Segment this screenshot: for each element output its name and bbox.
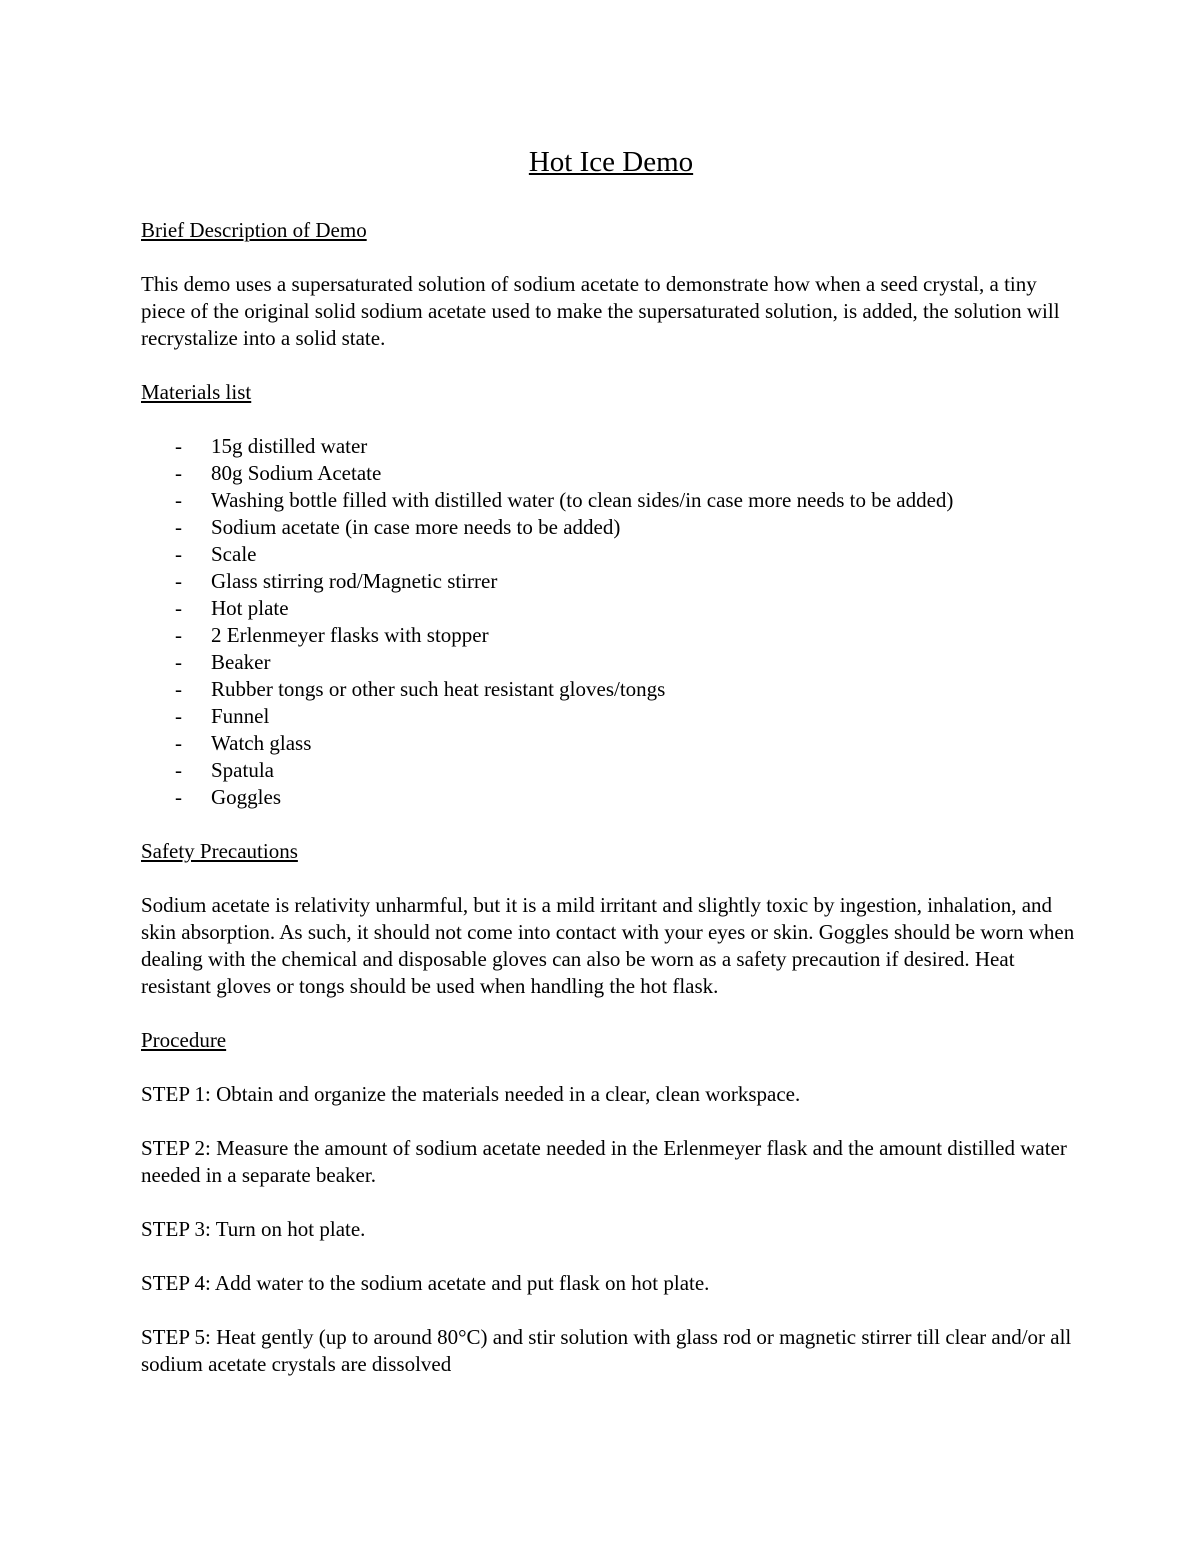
- list-item-text: Beaker: [211, 650, 271, 674]
- materials-list: [141, 433, 1081, 811]
- materials-heading: Materials list: [141, 380, 252, 404]
- list-item-text: Spatula: [211, 758, 274, 782]
- list-item-text: Rubber tongs or other such heat resistant gloves/tongs: [211, 677, 666, 701]
- procedure-step: STEP 3: Turn on hot plate.: [141, 1217, 366, 1241]
- list-item: [141, 541, 1081, 568]
- document-page: [141, 140, 1081, 1378]
- list-bullet: -: [175, 515, 182, 539]
- list-item: [141, 757, 1081, 784]
- list-item: [141, 703, 1081, 730]
- list-item: [141, 730, 1081, 757]
- procedure-step: STEP 4: Add water to the sodium acetate and put flask on hot plate.: [141, 1271, 710, 1295]
- list-item: [141, 487, 1081, 514]
- list-bullet: -: [175, 623, 182, 647]
- safety-heading: Safety Precautions: [141, 839, 298, 863]
- list-item-text: Goggles: [211, 785, 281, 809]
- list-bullet: -: [175, 731, 182, 755]
- list-bullet: -: [175, 488, 182, 512]
- list-bullet: -: [175, 785, 182, 809]
- list-item-text: Glass stirring rod/Magnetic stirrer: [211, 569, 498, 593]
- procedure-heading: Procedure: [141, 1028, 227, 1052]
- list-item: [141, 622, 1081, 649]
- list-item: [141, 514, 1081, 541]
- procedure-step: STEP 2: Measure the amount of sodium acetate needed in the Erlenmeyer flask and the amount distilled water needed in a separate beaker.: [141, 1136, 1067, 1187]
- list-item-text: Funnel: [211, 704, 270, 728]
- list-bullet: -: [175, 569, 182, 593]
- list-item-text: 2 Erlenmeyer flasks with stopper: [211, 623, 489, 647]
- list-item-text: Scale: [211, 542, 257, 566]
- list-bullet: -: [175, 677, 182, 701]
- list-item: [141, 649, 1081, 676]
- list-item: [141, 460, 1081, 487]
- list-item-text: Sodium acetate (in case more needs to be added): [211, 515, 621, 539]
- document-title: Hot Ice Demo: [528, 146, 694, 178]
- list-bullet: -: [175, 461, 182, 485]
- list-item: [141, 568, 1081, 595]
- list-bullet: -: [175, 542, 182, 566]
- procedure-step: STEP 1: Obtain and organize the materials needed in a clear, clean workspace.: [141, 1082, 801, 1106]
- description-text: This demo uses a supersaturated solution of sodium acetate to demonstrate how when a seed crystal, a tiny piece of the original solid sodium acetate used to make the supersaturated solution, is added, the solution will recrystalize into a solid state.: [141, 272, 1060, 350]
- list-item-text: Hot plate: [211, 596, 289, 620]
- list-item-text: 80g Sodium Acetate: [211, 461, 382, 485]
- list-item-text: Watch glass: [211, 731, 312, 755]
- procedure-step: STEP 5: Heat gently (up to around 80°C) and stir solution with glass rod or magnetic stirrer till clear and/or all sodium acetate crystals are dissolved: [141, 1325, 1072, 1376]
- description-heading: Brief Description of Demo: [141, 218, 367, 242]
- list-bullet: -: [175, 596, 182, 620]
- list-bullet: -: [175, 650, 182, 674]
- list-item: [141, 595, 1081, 622]
- list-bullet: -: [175, 704, 182, 728]
- list-item: [141, 433, 1081, 460]
- safety-text: Sodium acetate is relativity unharmful, but it is a mild irritant and slightly toxic by ingestion, inhalation, and skin absorption. As such, it should not come into contact with your eyes or skin. Goggles should be worn when dealing with the chemical and disposable gloves can also be worn as a safety precaution if desired. Heat resistant gloves or tongs should be used when handling the hot flask.: [141, 893, 1075, 998]
- list-bullet: -: [175, 434, 182, 458]
- list-item: [141, 784, 1081, 811]
- list-item: [141, 676, 1081, 703]
- list-item-text: 15g distilled water: [211, 434, 368, 458]
- list-bullet: -: [175, 758, 182, 782]
- list-item-text: Washing bottle filled with distilled water (to clean sides/in case more needs to be added): [211, 488, 954, 512]
